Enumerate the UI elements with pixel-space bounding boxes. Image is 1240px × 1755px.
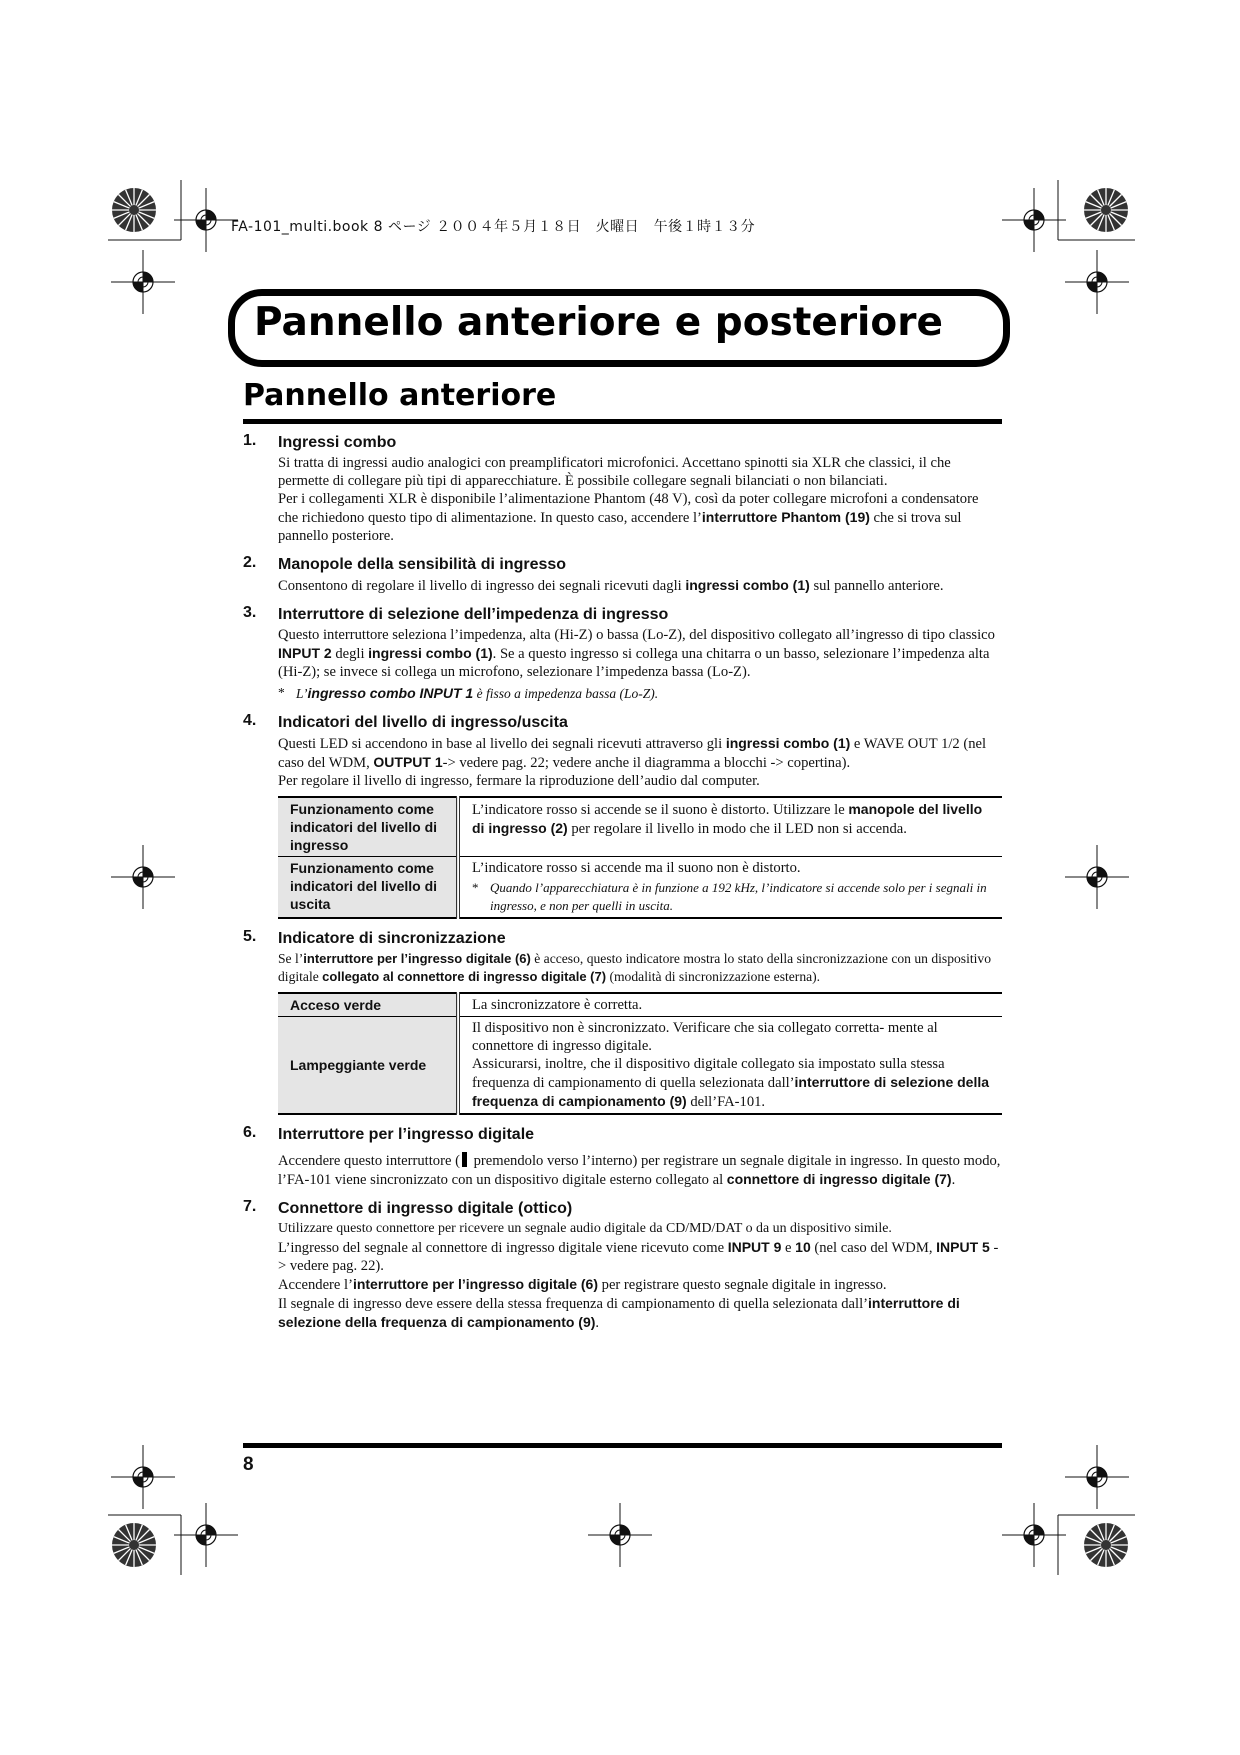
text: -> vedere pag. 22). [278,1240,999,1274]
level-indicator-table [278,796,1002,919]
text: dell’FA-101. [686,1094,766,1110]
text: Il dispositivo non è sincronizzato. Verificare che sia collegato corretta- mente al connettore di ingresso digitale. [472,1020,938,1054]
table-cell [458,797,1002,857]
text: e [781,1240,796,1256]
text: degli [331,646,369,662]
bold-ref: interruttore di selezione della frequenza di campionamento (9) [278,1295,960,1330]
text: L’indicatore rosso si accende se il suono è distorto. Utilizzare le [472,802,849,818]
item-paragraph [278,626,1002,681]
text: Il segnale di ingresso deve essere della stessa frequenza di campionamento di quella selezionata dall’ [278,1296,869,1312]
item-title: Ingressi combo [278,434,397,451]
text: . [595,1315,600,1331]
text: L’ingresso del segnale al connettore di ingresso digitale viene ricevuto come [278,1240,728,1256]
bold-ref: manopole del livello di ingresso (2) [472,801,983,836]
table-row [278,797,1002,857]
item-number: 3. [243,604,257,621]
table-label: Lampeggiante verde [278,1017,458,1115]
table-label: Funzionamento come indicatori del livello di ingresso [278,797,458,857]
note-asterisk: * [472,880,479,895]
item-title: Indicatori del livello di ingresso/uscita [278,714,568,731]
note-asterisk: * [278,685,285,700]
bold-ref: INPUT 9 [727,1239,782,1255]
table-cell: La sincronizzatore è corretta. [458,993,1002,1017]
item-paragraph [278,950,1002,986]
item-paragraph [278,576,1002,595]
item-number: 4. [243,712,257,729]
table-label: Funzionamento come indicatori del livello di uscita [278,857,458,919]
item-paragraph: Utilizzare questo connettore per ricevere un segnale audio digitale da CD/MD/DAT o da un dispositivo simile. [278,1221,892,1236]
item-7 [243,1198,1002,1332]
table-row [278,1017,1002,1115]
bold-ref: interruttore di selezione della frequenza di campionamento (9) [472,1074,990,1109]
item-number: 6. [243,1124,257,1141]
text: sul pannello anteriore. [809,578,944,594]
text: che si trova sul pannello posteriore. [278,510,962,544]
bold-ref: OUTPUT 1 [373,754,443,770]
bold-ref: collegato al connettore di ingresso digitale (7) [322,969,607,984]
text: Questi LED si accendono in base al livello dei segnali ricevuti attraverso gli [278,736,726,752]
table-row [278,857,1002,919]
item-4 [243,712,1002,919]
bold-ref: interruttore Phantom (19) [701,509,870,525]
item-number: 7. [243,1198,257,1215]
table-row [278,993,1002,1017]
bold-ref: ingressi combo (1) [368,645,493,661]
text: -> vedere pag. 22; vedere anche il diagramma a blocchi -> copertina). [442,755,851,771]
chapter-title: Pannello anteriore e posteriore [254,300,943,345]
sync-indicator-table [278,992,1002,1115]
item-note [278,684,1002,703]
item-number: 2. [243,554,257,571]
item-paragraph [278,1294,1002,1332]
item-title: Manopole della sensibilità di ingresso [278,556,567,573]
bold-ref: INPUT 2 [278,645,332,661]
bold-ref: interruttore per l’ingresso digitale (6) [303,951,531,966]
text: (modalità di sincronizzazione esterna). [606,969,821,984]
bold-ref: INPUT 5 [936,1239,990,1255]
content [243,432,1002,1341]
print-header: FA-101_multi.book 8 ページ ２００４年５月１８日 火曜日 午後１時１３分 [231,219,756,235]
text [472,1055,996,1111]
item-1 [243,432,1002,545]
item-title: Interruttore di selezione dell’impedenza di ingresso [278,606,669,623]
bold-ref: ingresso combo INPUT 1 [307,685,474,701]
text: Per i collegamenti XLR è disponibile l’alimentazione Phantom (48 V), così da poter collegare microfoni a condensatore che richiedono questo tipo di alimentazione. In questo caso, accendere l’ [278,491,979,526]
item-paragraph [278,1275,1002,1294]
footer-rule [243,1443,1002,1448]
page-number: 8 [243,1454,254,1475]
text: Se l’ [278,951,304,966]
text: è fisso a impedenza bassa (Lo-Z). [473,686,659,701]
bold-ref: connettore di ingresso digitale (7) [726,1171,952,1187]
text: Accendere questo interruttore ( [278,1153,460,1169]
text: (nel caso del WDM, [810,1240,937,1256]
table-cell [458,1017,1002,1115]
bold-ref: ingressi combo (1) [725,735,851,751]
table-cell [458,857,1002,919]
item-paragraph [278,1238,1002,1275]
item-title: Indicatore di sincronizzazione [278,930,506,947]
item-paragraph: Per regolare il livello di ingresso, fermare la riproduzione dell’audio dal computer. [278,773,760,789]
text: L’ [296,686,308,701]
item-2 [243,554,1002,595]
text: Accendere l’ [278,1277,353,1293]
item-paragraph [278,490,1002,545]
section-rule [243,419,1002,424]
table-label: Acceso verde [278,993,458,1017]
item-paragraph: Si tratta di ingressi audio analogici con preamplificatori microfonici. Accettano spinotti sia XLR che classici, il che permette di collegare più tipi di apparecchiature. È possibile collegare segnali bilanciati o non bilanciati. [278,455,951,489]
text: per registrare questo segnale digitale in ingresso. [598,1277,887,1293]
text: per regolare il livello in modo che il LED non si accenda. [567,821,907,837]
switch-pressed-icon [462,1152,467,1167]
item-3 [243,604,1002,703]
text: è acceso, questo indicatore mostra lo stato della sincronizzazione con un dispositivo digitale [278,951,992,984]
text: L’indicatore rosso si accende ma il suono non è distorto. [472,860,801,876]
text: Assicurarsi, inoltre, che il dispositivo digitale collegato sia impostato sulla stessa frequenza di campionamento di quella selezionata dall’ [472,1056,945,1091]
section-title: Pannello anteriore [243,378,557,413]
text: . [951,1172,956,1188]
text: Questo interruttore seleziona l’impedenza, alta (Hi-Z) o bassa (Lo-Z), del dispositivo collegato all’ingresso di tipo classico [278,627,995,643]
item-number: 5. [243,928,257,945]
text: premendolo verso l’interno) per registrare un segnale digitale in ingresso. In questo modo, l’FA-101 viene sincronizzato con un dispositivo digitale esterno collegato al [278,1153,1001,1188]
bold-ref: ingressi combo (1) [685,577,810,593]
text: Consentono di regolare il livello di ingresso dei segnali ricevuti dagli [278,578,686,594]
text: e WAVE OUT 1/2 (nel caso del WDM, [278,736,987,771]
bold-ref: 10 [795,1239,811,1255]
text: Quando l’apparecchiatura è in funzione a 192 kHz, l’indicatore si accende solo per i segnali in ingresso, e non per quelli in uscita. [490,880,987,913]
item-number: 1. [243,432,257,449]
item-6 [243,1124,1002,1189]
item-paragraph [278,1152,1002,1189]
item-5 [243,928,1002,1115]
item-title: Interruttore per l’ingresso digitale [278,1126,535,1143]
bold-ref: interruttore per l’ingresso digitale (6) [352,1276,598,1292]
table-note [472,879,996,915]
text: . Se a questo ingresso si collega una chitarra o un basso, selezionare l’impedenza alta (Hi-Z); se invece si collega un microfono, selezionare l’impedenza bassa (Lo-Z). [278,646,990,680]
item-title: Connettore di ingresso digitale (ottico) [278,1200,573,1217]
item-paragraph [278,734,1002,772]
